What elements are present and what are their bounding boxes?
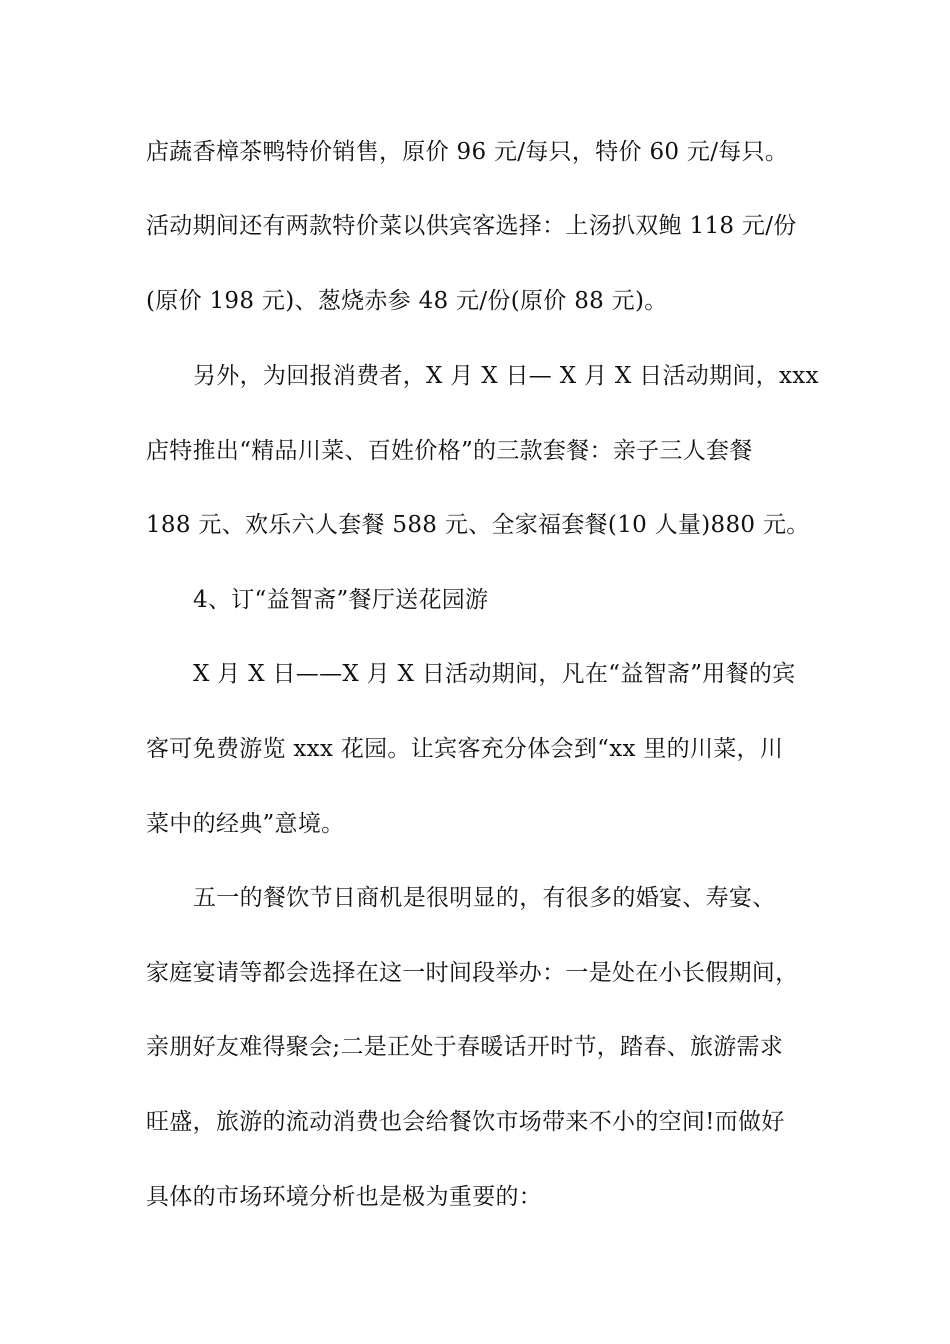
text-line: 客可免费游览 xxx 花园。让宾客充分体会到“xx 里的川菜，川 bbox=[146, 736, 784, 762]
text-line: 菜中的经典”意境。 bbox=[146, 811, 345, 837]
text-line: 188 元、欢乐六人套餐 588 元、全家福套餐(10 人量)880 元。 bbox=[146, 512, 810, 538]
text-line: 具体的市场环境分析也是极为重要的： bbox=[146, 1184, 543, 1210]
text-line: 家庭宴请等都会选择在这一时间段举办：一是处在小长假期间， bbox=[146, 960, 799, 986]
text-line: 店蔬香樟茶鸭特价销售，原价 96 元/每只，特价 60 元/每只。 bbox=[146, 139, 789, 165]
text-line: 活动期间还有两款特价菜以供宾客选择：上汤扒双鲍 118 元/份 bbox=[146, 213, 797, 239]
text-line: 另外，为回报消费者，X 月 X 日— X 月 X 日活动期间，xxx bbox=[193, 363, 819, 389]
text-line: 旺盛，旅游的流动消费也会给餐饮市场带来不小的空间!而做好 bbox=[146, 1109, 785, 1135]
text-line: 亲朋好友难得聚会;二是正处于春暖话开时节，踏春、旅游需求 bbox=[146, 1034, 784, 1060]
text-line: 五一的餐饮节日商机是很明显的，有很多的婚宴、寿宴、 bbox=[193, 885, 776, 911]
text-line: 店特推出“精品川菜、百姓价格”的三款套餐：亲子三人套餐 bbox=[146, 438, 753, 464]
text-line: X 月 X 日——X 月 X 日活动期间，凡在“益智斋”用餐的宾 bbox=[193, 661, 796, 687]
text-line: (原价 198 元)、葱烧赤参 48 元/份(原价 88 元)。 bbox=[146, 288, 668, 314]
section-heading: 4、订“益智斋”餐厅送花园游 bbox=[193, 587, 489, 613]
